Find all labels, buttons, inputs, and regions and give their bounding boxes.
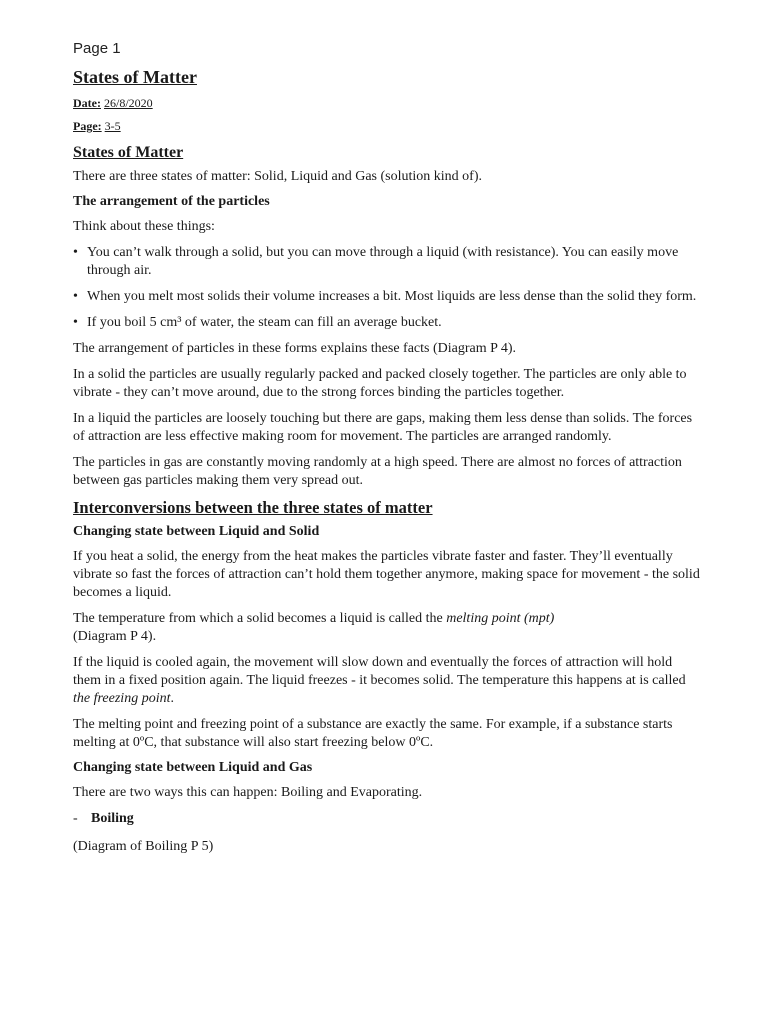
list-item: • If you boil 5 cm³ of water, the steam can fill an average bucket. [73, 315, 442, 330]
date-value: 26/8/2020 [103, 96, 153, 110]
body-paragraph: The particles in gas are constantly moving randomly at a high speed. There are almost no forces of attraction between gas particles making them very spread out. [73, 455, 682, 488]
intro-paragraph: There are three states of matter: Solid, Liquid and Gas (solution kind of). [73, 169, 483, 184]
freezing-point-term: the freezing point [73, 691, 171, 706]
list-item: • You can’t walk through a solid, but you can move through a liquid (with resistance). You can easily move through air. [73, 245, 679, 278]
subheading-arrangement: The arrangement of the particles [73, 194, 270, 209]
subheading-liquid-solid: Changing state between Liquid and Solid [73, 524, 320, 539]
body-paragraph: If you heat a solid, the energy from the heat makes the particles vibrate faster and faster. They’ll eventually vibrate so fast the forces of attraction can’t hold them together anymore, making space for movement - the solid becomes a liquid. [73, 549, 700, 600]
dash-marker: - [73, 811, 78, 826]
body-paragraph: There are two ways this can happen: Boiling and Evaporating. [73, 785, 423, 800]
dash-item-label: Boiling [91, 811, 134, 826]
bullet-icon: • [73, 245, 78, 260]
diagram-reference: (Diagram of Boiling P 5) [73, 839, 214, 854]
melting-point-term: melting point (mpt) [446, 611, 555, 626]
page-range-value: 3-5 [104, 119, 121, 133]
date-label: Date: [73, 96, 101, 110]
melting-point-paragraph: The temperature from which a solid becomes a liquid is called the melting point (mpt) (Diagram P 4). [73, 611, 555, 644]
subheading-liquid-gas: Changing state between Liquid and Gas [73, 760, 313, 775]
list-item: • When you melt most solids their volume increases a bit. Most liquids are less dense than the solid they form. [73, 289, 697, 304]
freezing-point-paragraph: If the liquid is cooled again, the movement will slow down and eventually the forces of attraction will hold them in a fixed position again. The liquid freezes - it becomes solid. The temperature this happens at is called the freezing point. [73, 655, 686, 706]
dash-list-item [73, 810, 703, 828]
body-paragraph: In a solid the particles are usually regularly packed and packed closely together. The particles are only able to vibrate - they can’t move around, due to the strong forces binding the particles together. [73, 367, 687, 400]
section-heading-states: States of Matter [73, 144, 184, 161]
body-paragraph: In a liquid the particles are loosely touching but there are gaps, making them less dense than solids. The forces of attraction are less effective making room for movement. The particles are arranged randomly. [73, 411, 693, 444]
page-number-label: Page 1 [73, 40, 121, 57]
page-range-line [73, 119, 703, 134]
body-paragraph: The melting point and freezing point of a substance are exactly the same. For example, if a substance starts melting at 0ºC, that substance will also start freezing below 0ºC. [73, 717, 673, 750]
page-range-label: Page: [73, 119, 102, 133]
bullet-icon: • [73, 315, 78, 330]
date-line [73, 96, 703, 111]
document-page [73, 40, 703, 864]
document-title: States of Matter [73, 67, 197, 87]
bullet-icon: • [73, 289, 78, 304]
body-paragraph: The arrangement of particles in these forms explains these facts (Diagram P 4). [73, 341, 517, 356]
think-paragraph: Think about these things: [73, 219, 215, 234]
section-heading-interconversions: Interconversions between the three states of matter [73, 498, 433, 517]
bullet-list [73, 244, 703, 332]
